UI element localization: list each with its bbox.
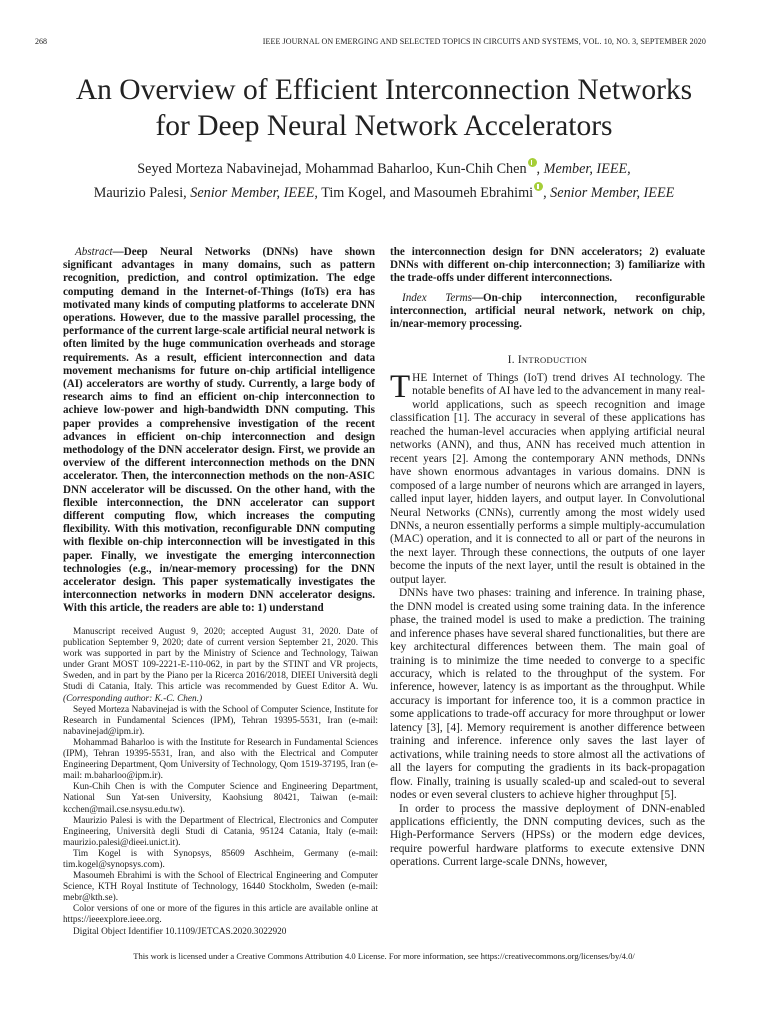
author-name-palesi: Maurizio Palesi, — [93, 185, 191, 201]
abstract-label: Abstract — [75, 246, 113, 258]
index-terms — [390, 292, 705, 332]
paper-title — [30, 72, 738, 144]
author-list — [30, 157, 738, 205]
footnote-affiliation: Maurizio Palesi is with the Department of Electrical, Electronics and Computer Engineering, Università degli Studi di Catania, 95124 Catania, Italy (e-mail: maurizio.palesi@dieei.unict.it). — [63, 815, 378, 848]
corresponding-author: (Corresponding author: K.-C. Chen.) — [63, 693, 203, 704]
footnote-affiliation: Seyed Morteza Nabavinejad is with the School of Computer Science, Institute for Research in Fundamental Sciences (IPM), Tehran 19395-5531, Iran (e-mail: nabavinejad@ipm.ir). — [63, 704, 378, 737]
section-title-initial: I — [517, 354, 522, 366]
introduction-body — [390, 369, 705, 870]
footnote-affiliation: Masoumeh Ebrahimi is with the School of Electrical Engineering and Computer Science, KTH Royal Institute of Technology, 16440 Stockholm, Sweden (e-mail: mebr@kth.se). — [63, 871, 378, 904]
page-number: 268 — [35, 37, 47, 46]
paragraph-3: In order to process the massive deployment of DNN-enabled applications efficiently, the DNN computing devices, such as the High-Performance Servers (HPSs) or the modern edge devices, require powerful hardware platforms to execute extensive DNN operations. Current large-scale DNNs, however, — [390, 802, 705, 869]
footnote-affiliation: Kun-Chih Chen is with the Computer Science and Engineering Department, National Sun Yat-sen University, Kaohsiung 80421, Taiwan (e-mail: kcchen@mail.cse.nsysu.edu.tw). — [63, 782, 378, 815]
author-title-1: Member, IEEE — [543, 161, 628, 177]
footnote-affiliation: Mohammad Baharloo is with the Institute for Research in Fundamental Sciences (IPM), Tehran 19395-5531, Iran, and also with the Electrical and Computer Engineering Department, Qom University of Technology, Qom 1519-37195, Iran (e-mail: m.baharloo@ipm.ir). — [63, 737, 378, 782]
journal-header: IEEE JOURNAL ON EMERGING AND SELECTED TOPICS IN CIRCUITS AND SYSTEMS, VOL. 10, NO. 3, SEPTEMBER 2020 — [262, 37, 706, 46]
author-line-2: Maurizio Palesi, Senior Member, IEEE, Tim Kogel, and Masoumeh Ebrahimi , Senior Member, IEEE — [30, 181, 738, 205]
author-names-2: , Tim Kogel, and Masoumeh Ebrahimi — [314, 185, 534, 201]
abstract-text: —Deep Neural Networks (DNNs) have shown significant advantages in many domains, such as pattern recognition, prediction, and control optimization. The edge computing demand in the Internet-of-Things (IoTs) era has motivated many kinds of computing platforms to accelerate DNN operations. However, due to the massive parallel processing, the performance of the current large-scale artificial neural network is often limited by the huge communication overheads and storage requirements. As a result, efficient interconnection and data movement mechanisms for future on-chip artificial intelligence (AI) accelerators are worthy of study. Currently, a large body of research aims to find an efficient on-chip interconnection to achieve low-power and high-bandwidth DNN computing. This paper provides a comprehensive investigation of the recent advances in efficient on-chip interconnection and design methodology of the DNN accelerator design. First, we provide an overview of the different interconnection methods on the DNN accelerator. Then, the interconnection methods on the non-ASIC DNN accelerator will be discussed. On the other hand, with the flexible interconnection, the DNN accelerator can support different computing flow, which increases the computing flexibility. With this motivation, reconfigurable DNN computing with flexible on-chip interconnection will be investigated in this paper. Finally, we investigate the emerging interconnection technologies (e.g., in/near-memory processing) for the DNN accelerator design. This paper systematically investigates the interconnection networks in modern DNN accelerator designs. With this article, the readers are able to: 1) understand — [63, 246, 375, 615]
index-terms-text: —On-chip interconnection, reconfigurable interconnection, artificial neural network, network on chip, in/near-memory processing. — [390, 292, 705, 331]
index-terms-label: Index Terms — [402, 292, 472, 304]
footnote-manuscript-text: Manuscript received August 9, 2020; accepted August 31, 2020. Date of publication September 9, 2020; date of current version September 21, 2020. This work was supported in part by the Ministry of Science and Technology, Taiwan under Grant MOST 109-2221-E-110-062, in part by the STINT and VR projects, Sweden, and in part by the Piano per la Ricerca 2016/2018, DIEEI Università degli Studi di Catania, Italy. This article was recommended by Guest Editor A. Wu. — [63, 627, 378, 693]
author-title-2: Senior Member, IEEE — [190, 185, 315, 201]
footnote-manuscript — [63, 627, 378, 705]
section-title-rest: NTRODUCTION — [521, 355, 588, 365]
title-line-1: An Overview of Efficient Interconnection Networks — [75, 74, 693, 106]
drop-cap: T — [390, 369, 411, 405]
paragraph-1 — [390, 369, 705, 587]
section-heading — [390, 354, 705, 366]
abstract-continued: the interconnection design for DNN accelerators; 2) evaluate DNNs with different on-chip interconnection; 3) familiarize with the trade-offs under different interconnections. — [390, 246, 705, 285]
paragraph-2: DNNs have two phases: training and inference. In training phase, the DNN model is created using some training data. In the inference phase, the trained model is used to make a prediction. The training and inference phases have several shared functionalities, but there are key architectural differences between them. The main goal of training is to minimize the time needed to converge to a specific accuracy, which is related to the throughput of the system. For inference, however, latency is as important as the throughput. While accuracy is important for inference too, it is a common practice in some applications to trade-off accuracy for more throughput or lower latency [3], [4]. Memory requirement is another difference between training and inference. inference only saves the last layer of activations, while training needs to store almost all the activations of all the layers for computing the gradients in its back-propagation flow. Finally, training is usually scaled-up and scaled-out to several nodes or even several clusters to achieve higher throughput [5]. — [390, 587, 705, 802]
footnote-doi: Digital Object Identifier 10.1109/JETCAS.2020.3022920 — [73, 926, 287, 937]
author-title-3: Senior Member, IEEE — [550, 185, 675, 201]
orcid-icon[interactable] — [534, 182, 543, 191]
section-number: I. — [507, 354, 518, 366]
license-notice: This work is licensed under a Creative Commons Attribution 4.0 License. For more information, see https://creativecommons.org/licenses/by/4.0/ — [133, 951, 635, 961]
footnote-affiliation: Tim Kogel is with Synopsys, 85609 Aschheim, Germany (e-mail: tim.kogel@synopsys.com). — [63, 848, 378, 870]
abstract — [63, 246, 375, 616]
author-names-1: Seyed Morteza Nabavinejad, Mohammad Baharloo, Kun-Chih Chen — [137, 161, 527, 177]
title-line-2: for Deep Neural Network Accelerators — [155, 110, 613, 142]
author-line-1: Seyed Morteza Nabavinejad, Mohammad Baharloo, Kun-Chih Chen , Member, IEEE, — [30, 157, 738, 181]
footnotes — [63, 627, 378, 938]
paragraph-1-text: HE Internet of Things (IoT) trend drives AI technology. The notable benefits of AI have led to the advancement in many real-world applications, such as speech recognition and image classification [1]. The accuracy in several of these applications has reached the human-level accuracies when applying artificial neural networks (ANN), and thus, ANN has received much attention in recent years [2]. Among the contemporary ANN methods, DNNs have shown enormous advantages in various domains. DNN is composed of a large number of neurons which are arranged in layers, called input layer, hidden layers, and output layer. In Convolutional Neural Networks (CNNs), currently among the most widely used DNNs, a neuron essentially performs a simple multiply-accumulation (MAC) operation, and it is connected to all or part of the neurons in the next layer. Through these connections, the outputs of one layer become the inputs of the next layer, until the result is obtained in the output layer. — [390, 372, 705, 586]
footnote-color-note: Color versions of one or more of the figures in this article are available online at https://ieeexplore.ieee.org. — [63, 904, 378, 926]
orcid-icon[interactable] — [528, 158, 537, 167]
